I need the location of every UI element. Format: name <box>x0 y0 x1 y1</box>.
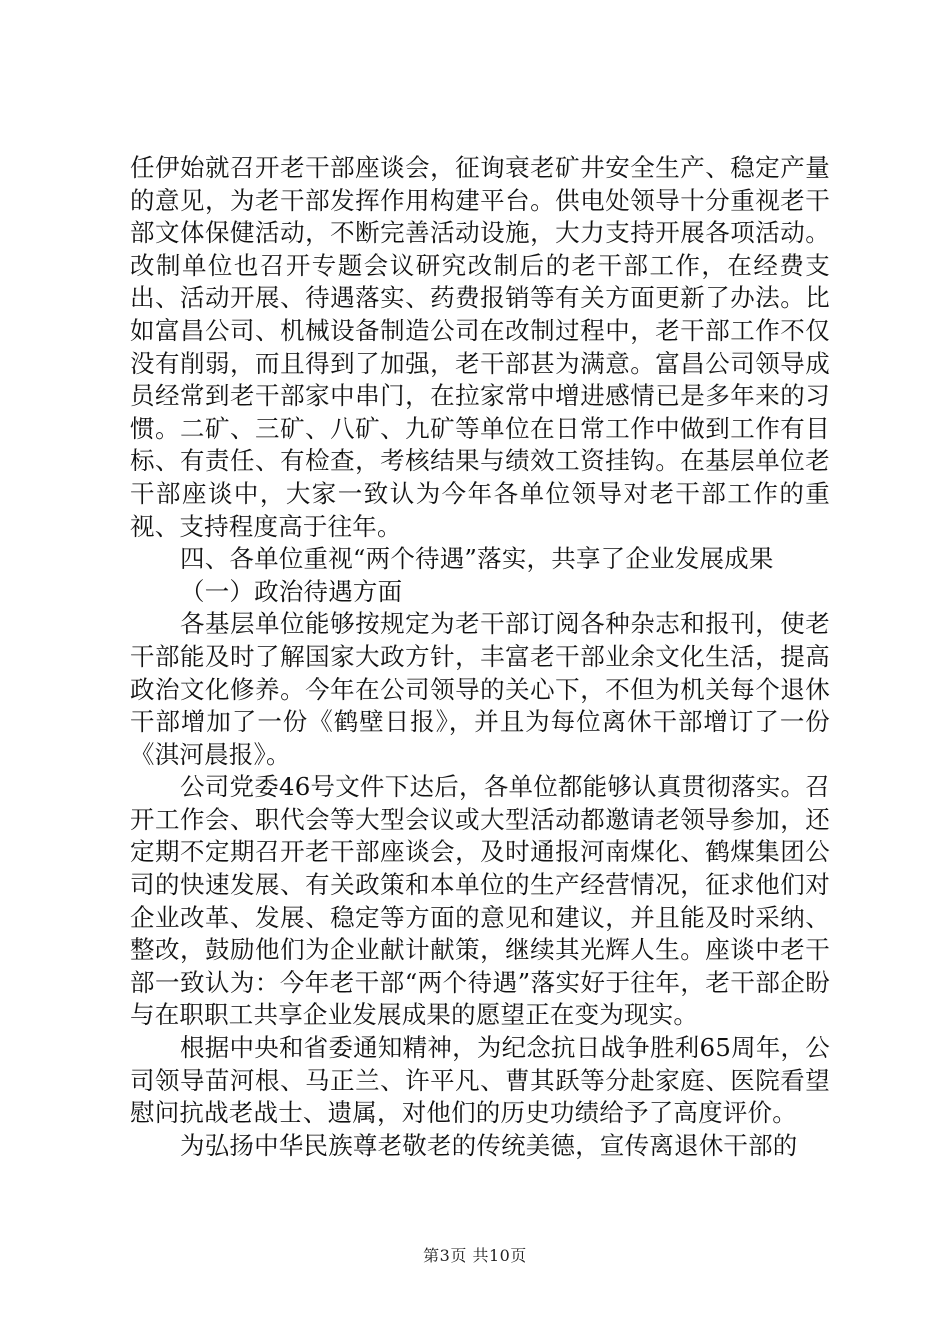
page-number-footer: 第3页 共10页 <box>423 1246 527 1265</box>
paragraph-document-46: 公司党委46号文件下达后，各单位都能够认真贯彻落实。召开工作会、职代会等大型会议或大型活动都邀请老领导参加，还定期不定期召开老干部座谈会，及时通报河南煤化、鹤煤集团公司的快速发展、有关政策和本单位的生产经营情况，征求他们对企业改革、发展、稳定等方面的意见和建议，并且能及时采纳、整改，鼓励他们为企业献计献策，继续其光辉人生。座谈中老干部一致认为：今年老干部“两个待遇”落实好于往年，老干部企盼与在职职工共享企业发展成果的愿望正在变为现实。 <box>130 772 830 1030</box>
paragraph-anniversary-visit: 根据中央和省委通知精神，为纪念抗日战争胜利65周年，公司领导苗河根、马正兰、许平凡、曹其跃等分赴家庭、医院看望慰问抗战老战士、遗属，对他们的历史功绩给予了高度评价。 <box>130 1033 830 1128</box>
paragraph-continued: 任伊始就召开老干部座谈会，征询衰老矿井安全生产、稳定产量的意见，为老干部发挥作用构建平台。供电处领导十分重视老干部文体保健活动，不断完善活动设施，大力支持开展各项活动。改制单位也召开专题会议研究改制后的老干部工作，在经费支出、活动开展、待遇落实、药费报销等有关方面更新了办法。比如富昌公司、机械设备制造公司在改制过程中，老干部工作不仅没有削弱，而且得到了加强，老干部甚为满意。富昌公司领导成员经常到老干部家中串门，在拉家常中增进感情已是多年来的习惯。二矿、三矿、八矿、九矿等单位在日常工作中做到工作有目标、有责任、有检查，考核结果与绩效工资挂钩。在基层单位老干部座谈中，大家一致认为今年各单位领导对老干部工作的重视、支持程度高于往年。 <box>130 153 830 541</box>
paragraph-traditional-virtue: 为弘扬中华民族尊老敬老的传统美德，宣传离退休干部的 <box>180 1130 798 1160</box>
section-heading-four: 四、各单位重视“两个待遇”落实，共享了企业发展成果 <box>180 544 774 574</box>
paragraph-newspapers: 各基层单位能够按规定为老干部订阅各种杂志和报刊，使老干部能及时了解国家大政方针，丰富老干部业余文化生活，提高政治文化修养。今年在公司领导的关心下，不但为机关每个退休干部增加了一份《鹤壁日报》，并且为每位离休干部增订了一份《淇河晨报》。 <box>130 609 830 769</box>
document-body <box>130 152 830 1162</box>
subsection-heading-political-treatment: （一）政治待遇方面 <box>180 576 403 606</box>
